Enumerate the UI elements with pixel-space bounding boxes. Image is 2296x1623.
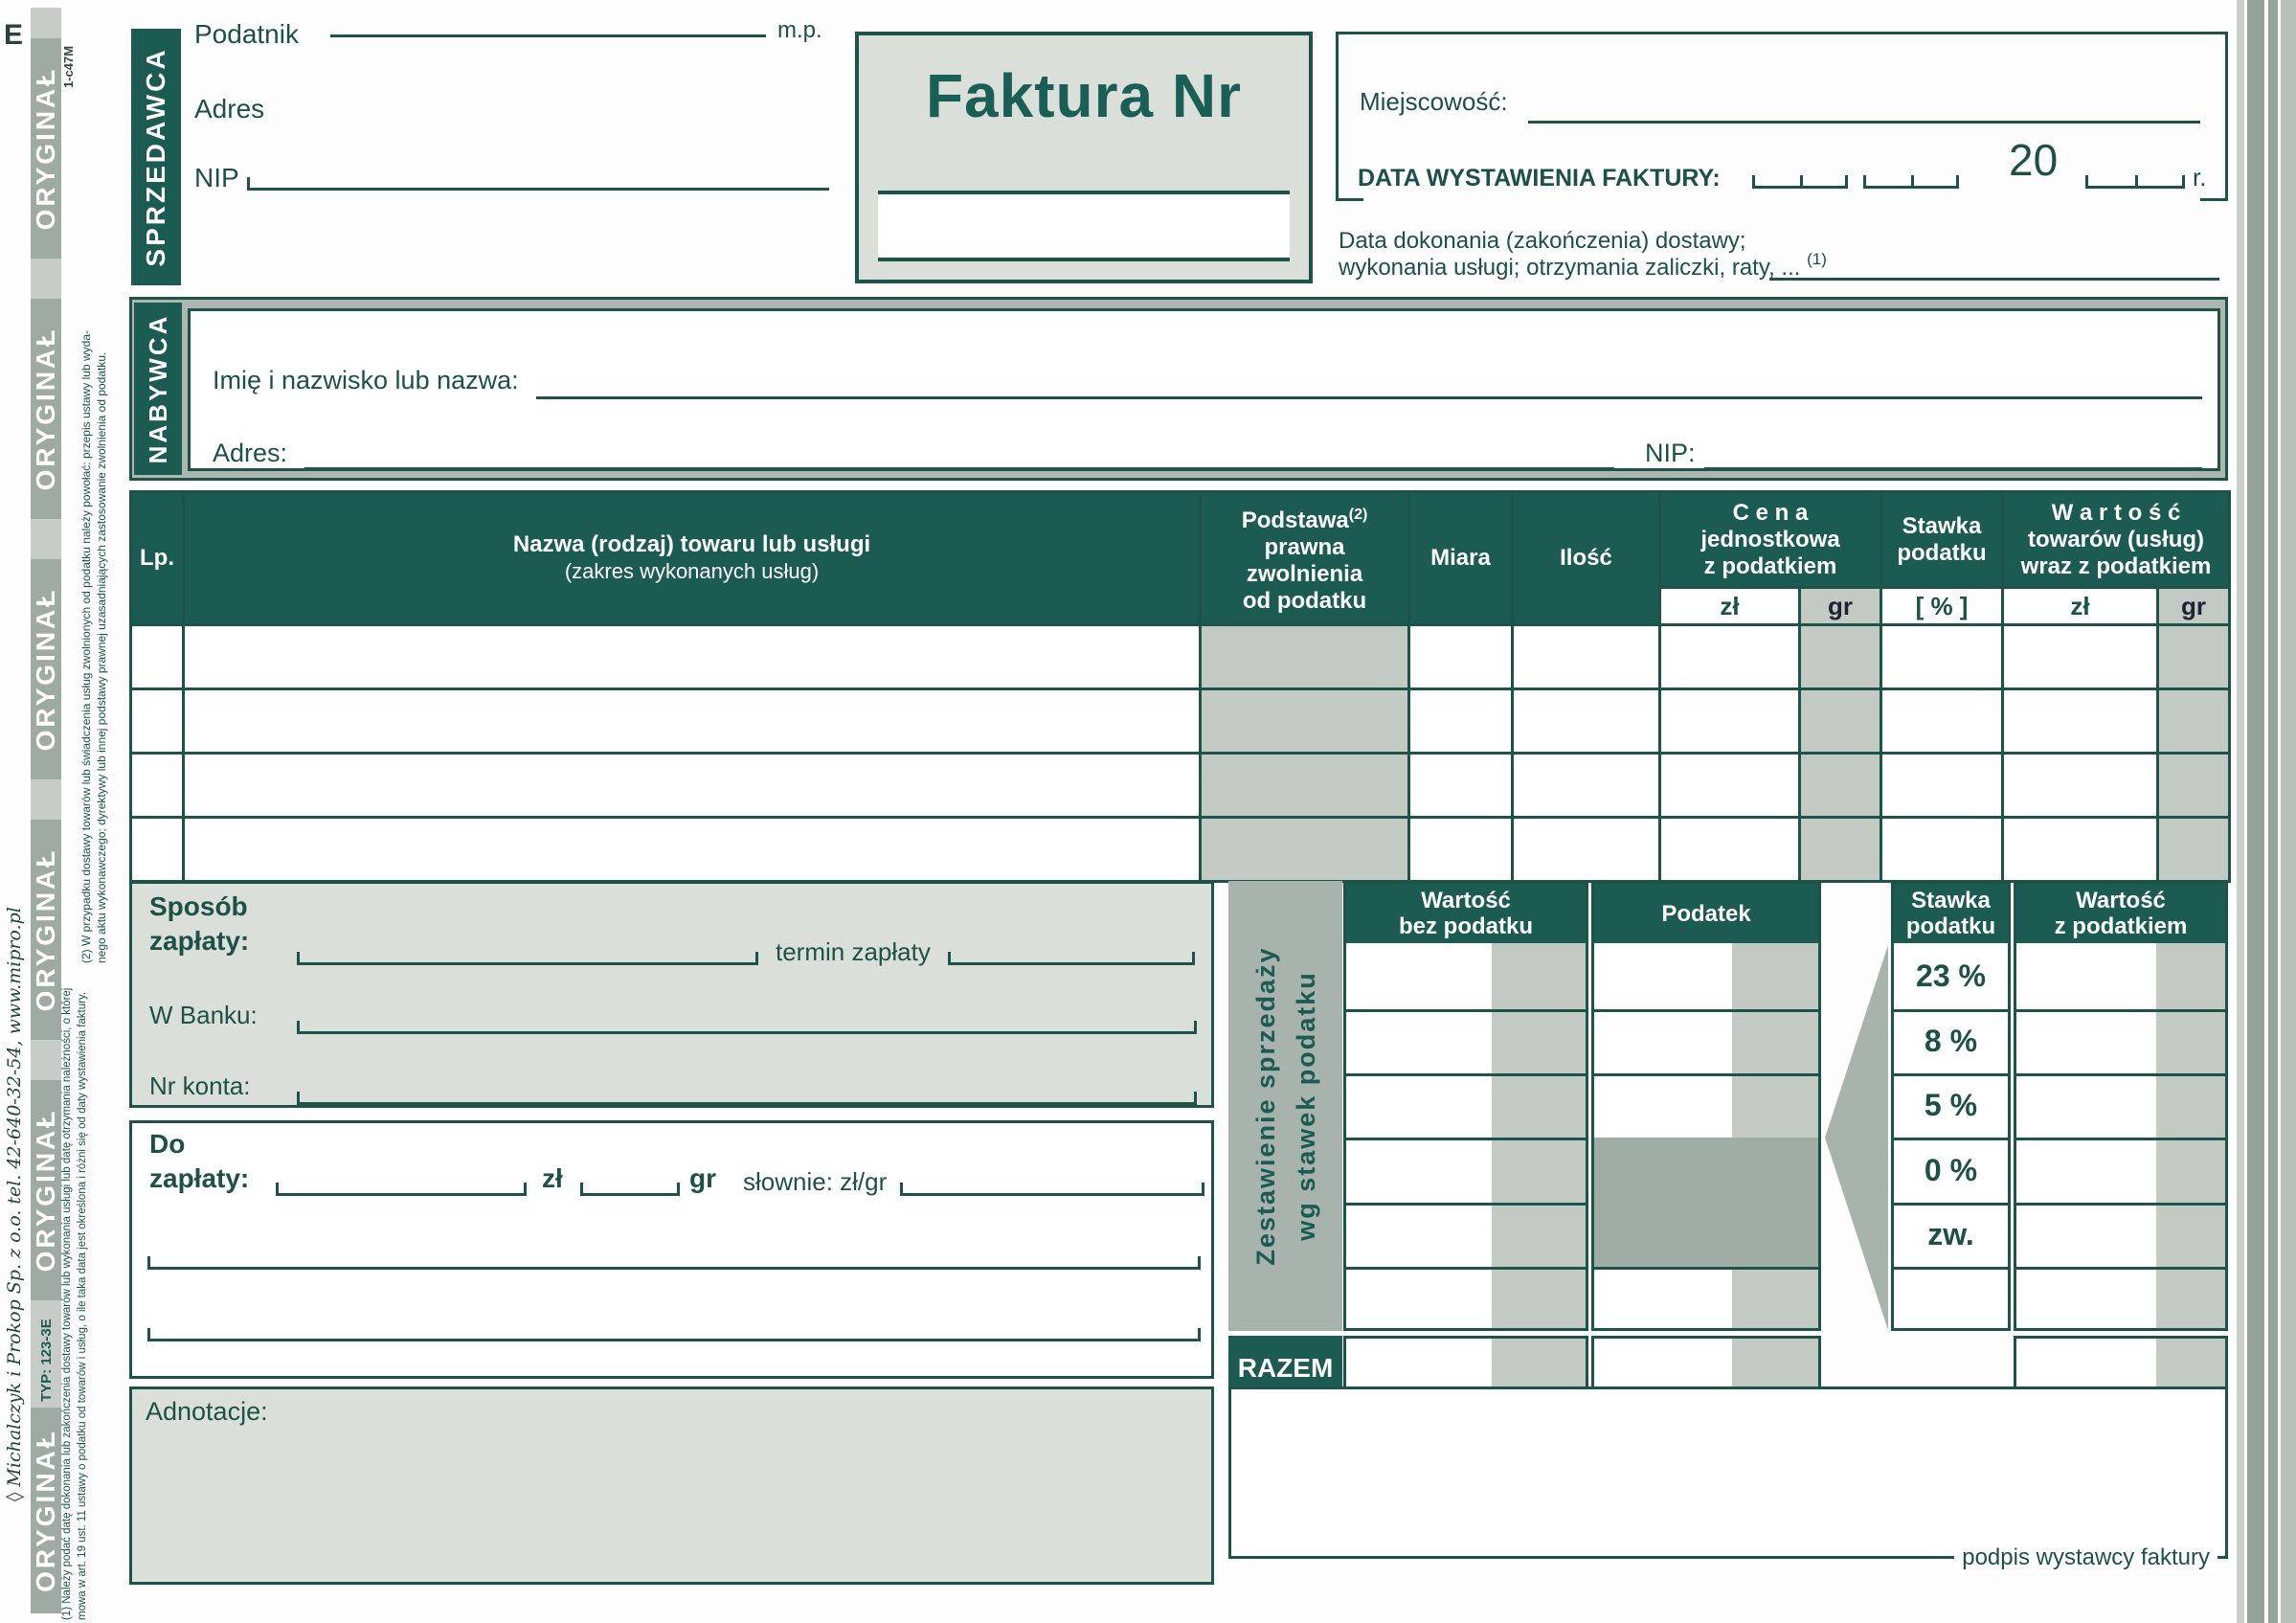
seller-adres-label: Adres	[194, 94, 265, 124]
item-cell-name[interactable]	[184, 689, 1201, 754]
seller-section-label: SPRZEDAWCA	[131, 29, 181, 285]
buyer-nip-input-line[interactable]	[1704, 467, 2202, 470]
footnote-ref-1: (1)	[1807, 250, 1827, 268]
tax-rate-8: 8 %	[1924, 1024, 1978, 1058]
buyer-adres-label: Adres:	[213, 439, 288, 467]
item-cell-cena-gr[interactable]	[1800, 818, 1881, 882]
buyer-adres-input-line[interactable]	[304, 467, 1614, 470]
tax-rate-column: Stawka podatku 23 % 8 % 5 % 0 % zw.	[1891, 881, 2011, 1331]
item-cell-wartosc-gr[interactable]	[2158, 625, 2230, 689]
item-cell-ilosc[interactable]	[1513, 689, 1660, 754]
item-cell-wartosc-zl[interactable]	[2003, 625, 2158, 689]
issue-date-label: DATA WYSTAWIENIA FAKTURY:	[1358, 165, 1721, 192]
seller-podatnik-label: Podatnik	[194, 19, 299, 49]
tax-rate-0: 0 %	[1924, 1153, 1978, 1187]
tax-gross-column: Wartość z podatkiem	[2014, 881, 2228, 1331]
tax-summary-side-label: Zestawienie sprzedaży wg stawek podatku	[1228, 881, 1342, 1331]
seller-nip-input-line[interactable]	[247, 174, 829, 191]
bank-input-line[interactable]	[297, 1018, 1197, 1034]
page-edge-strip	[2247, 0, 2264, 1623]
item-cell-wartosc-gr[interactable]	[2158, 689, 2230, 754]
seller-nip-label: NIP	[194, 163, 239, 192]
item-cell-cena-gr[interactable]	[1800, 754, 1881, 818]
item-cell-cena-zl[interactable]	[1660, 754, 1800, 818]
item-cell-cena-zl[interactable]	[1660, 689, 1800, 754]
item-cell-stawka[interactable]	[1881, 689, 2003, 754]
oryginal-watermark: ORYGINAŁ	[31, 1080, 61, 1300]
buyer-nip-label: NIP:	[1645, 439, 1696, 467]
annotations-label: Adnotacje:	[146, 1397, 268, 1426]
due-in-words-line3[interactable]	[147, 1325, 1201, 1341]
payment-method-input-line[interactable]	[297, 949, 758, 965]
item-row	[131, 754, 2230, 818]
col-stawka: Stawka podatku	[1881, 492, 2003, 588]
account-label: Nr konta:	[149, 1071, 251, 1100]
item-cell-name[interactable]	[184, 818, 1201, 882]
signature-label: podpis wystawcy faktury	[1954, 1544, 2217, 1571]
buyer-name-label: Imię i nazwisko lub nazwa:	[213, 366, 519, 394]
item-cell-stawka[interactable]	[1881, 754, 2003, 818]
subcol-stawka-percent: [ % ]	[1881, 588, 2003, 625]
miejscowosc-input-line[interactable]	[1528, 121, 2200, 124]
item-cell-wartosc-gr[interactable]	[2158, 754, 2230, 818]
delivery-date-note: Data dokonania (zakończenia) dostawy; wykonania usługi; otrzymania zaliczki, raty, ... $^{(1)}$	[1339, 228, 1827, 281]
col-ilosc: Ilość	[1513, 492, 1660, 625]
item-cell-basis[interactable]	[1201, 818, 1409, 882]
tax-rate-23: 23 %	[1916, 958, 1986, 993]
page-edge-strip	[2281, 0, 2296, 1623]
due-in-words-label: słownie: zł/gr	[743, 1167, 888, 1196]
summary-arrow-icon	[1825, 945, 1888, 1330]
payment-method-label2: zapłaty:	[149, 926, 250, 956]
invoice-title-box	[855, 32, 1313, 283]
due-zl-input-line[interactable]	[276, 1180, 527, 1196]
item-cell-wartosc-gr[interactable]	[2158, 818, 2230, 882]
buyer-section-label: NABYWCA	[134, 303, 182, 475]
tax-rate-5: 5 %	[1924, 1088, 1978, 1122]
item-cell-name[interactable]	[184, 625, 1201, 689]
oryginal-watermark: ORYGINAŁ	[31, 1408, 61, 1613]
oryginal-watermark: ORYGINAŁ	[31, 38, 61, 259]
page-edge-strip	[2268, 0, 2278, 1623]
subcol-cena-zl: zł	[1660, 588, 1800, 625]
annotations-box[interactable]	[129, 1386, 1214, 1585]
publisher-logo-icon: ◊	[4, 1492, 25, 1501]
item-cell-ilosc[interactable]	[1513, 625, 1660, 689]
item-cell-cena-zl[interactable]	[1660, 625, 1800, 689]
due-gr-input-line[interactable]	[580, 1180, 680, 1196]
seller-podatnik-input-line[interactable]	[330, 34, 766, 37]
item-cell-miara[interactable]	[1409, 818, 1513, 882]
oryginal-watermark: ORYGINAŁ	[31, 820, 61, 1040]
issue-box-corner	[1339, 198, 1363, 201]
footnote-ref-2: (2)	[1348, 507, 1368, 523]
payment-box	[129, 881, 1214, 1108]
due-in-words-line2[interactable]	[147, 1253, 1201, 1270]
item-cell-miara[interactable]	[1409, 689, 1513, 754]
col-miara: Miara	[1409, 492, 1513, 625]
invoice-number-field[interactable]	[878, 191, 1290, 261]
miejscowosc-label: Miejscowość:	[1360, 87, 1508, 116]
payment-term-label: termin zapłaty	[776, 937, 931, 966]
form-code: 1-c47M	[61, 45, 76, 88]
item-cell-lp[interactable]	[131, 818, 184, 882]
issue-date-month-field[interactable]	[1863, 172, 1959, 189]
amount-due-box	[129, 1120, 1214, 1379]
tax-amount-column: Podatek	[1591, 881, 1821, 1331]
issue-box-corner	[2200, 198, 2225, 201]
oryginal-watermark: ORYGINAŁ	[31, 559, 61, 779]
publisher-credit: ◊ Michalczyk i Prokop Sp. z o.o. tel. 42-640-32-54, www.mipro.pl	[4, 907, 25, 1501]
item-cell-wartosc-zl[interactable]	[2003, 689, 2158, 754]
item-cell-wartosc-zl[interactable]	[2003, 818, 2158, 882]
item-cell-name[interactable]	[184, 754, 1201, 818]
subcol-wartosc-gr: gr	[2158, 588, 2230, 625]
item-cell-cena-gr[interactable]	[1800, 689, 1881, 754]
items-table	[129, 490, 2231, 883]
col-wartosc: W a r t o ś ć towarów (usług) wraz z podatkiem	[2003, 492, 2230, 588]
subcol-wartosc-zl: zł	[2003, 588, 2158, 625]
col-basis: Podstawa$^{(2)}$ prawna zwolnienia od podatku	[1201, 492, 1409, 625]
item-cell-lp[interactable]	[131, 625, 184, 689]
item-row	[131, 689, 2230, 754]
item-cell-stawka[interactable]	[1881, 818, 2003, 882]
col-name: Nazwa (rodzaj) towaru lub usługi (zakres wykonanych usług)	[184, 492, 1201, 625]
item-cell-basis[interactable]	[1201, 625, 1409, 689]
form-type: TYP: 123-3E	[38, 1319, 55, 1402]
issue-year-suffix: r.	[2193, 163, 2207, 192]
item-cell-miara[interactable]	[1409, 754, 1513, 818]
item-cell-basis[interactable]	[1201, 689, 1409, 754]
invoice-title: Faktura Nr	[925, 61, 1243, 130]
buyer-name-input-line[interactable]	[536, 396, 2202, 399]
tax-rate-zw: zw.	[1927, 1217, 1974, 1251]
subcol-cena-gr: gr	[1800, 588, 1881, 625]
issue-date-year-field[interactable]	[2085, 172, 2185, 189]
tax-net-column: Wartość bez podatku	[1343, 881, 1588, 1331]
due-label2: zapłaty:	[149, 1163, 250, 1193]
item-cell-ilosc[interactable]	[1513, 754, 1660, 818]
item-cell-miara[interactable]	[1409, 625, 1513, 689]
issue-date-day-field[interactable]	[1752, 172, 1848, 189]
issue-box	[1336, 32, 2228, 201]
col-cena: C e n a jednostkowa z podatkiem	[1660, 492, 1881, 588]
item-cell-basis[interactable]	[1201, 754, 1409, 818]
item-cell-cena-zl[interactable]	[1660, 818, 1800, 882]
item-row	[131, 818, 2230, 882]
footnote-2: (2) W przypadku dostawy towarów lub świadczenia usług zwolnionych od podatku należy powołać: przepis ustawy lub wyda- nego aktu wykonawczego; dyrektywy lub innej podstawy prawnej uzasadniających zastosowanie zwolnienia od podatku.	[79, 330, 108, 963]
due-gr-label: gr	[689, 1163, 716, 1193]
seller-mp-label: m.p.	[777, 17, 822, 43]
item-cell-cena-gr[interactable]	[1800, 625, 1881, 689]
due-label: Do	[149, 1129, 186, 1159]
item-cell-lp[interactable]	[131, 754, 184, 818]
account-input-line[interactable]	[297, 1089, 1197, 1105]
delivery-date-input-line[interactable]	[1769, 278, 2219, 281]
footnote-1: (1) Należy podać datę dokonania lub zakończenia dostawy towarów lub wykonania usługi lub datę otrzymania należności, o której mowa w art. 19 ust. 11 ustawy o podatku od towarów i usług, o ile taka data jest określona i różni się od daty wystawienia faktury.	[61, 987, 88, 1620]
col-lp: Lp.	[131, 492, 184, 625]
due-zl-label: zł	[542, 1163, 563, 1193]
item-cell-lp[interactable]	[131, 689, 184, 754]
tax-not-applicable-block	[1594, 1138, 1818, 1267]
payment-term-input-line[interactable]	[948, 949, 1195, 965]
bank-label: W Banku:	[149, 1001, 258, 1029]
issue-year-prefix: 20	[2009, 135, 2059, 185]
oryginal-watermark: ORYGINAŁ	[31, 299, 61, 519]
item-cell-wartosc-zl[interactable]	[2003, 754, 2158, 818]
tax-razem-label: RAZEM	[1228, 1336, 1342, 1401]
payment-method-label: Sposób	[149, 891, 248, 921]
due-in-words-input-line[interactable]	[900, 1180, 1204, 1196]
item-cell-stawka[interactable]	[1881, 625, 2003, 689]
item-row	[131, 625, 2230, 689]
page-edge-strip	[2237, 0, 2244, 1623]
item-cell-ilosc[interactable]	[1513, 818, 1660, 882]
copy-letter: E	[4, 19, 24, 51]
signature-box[interactable]	[1228, 1386, 2228, 1570]
